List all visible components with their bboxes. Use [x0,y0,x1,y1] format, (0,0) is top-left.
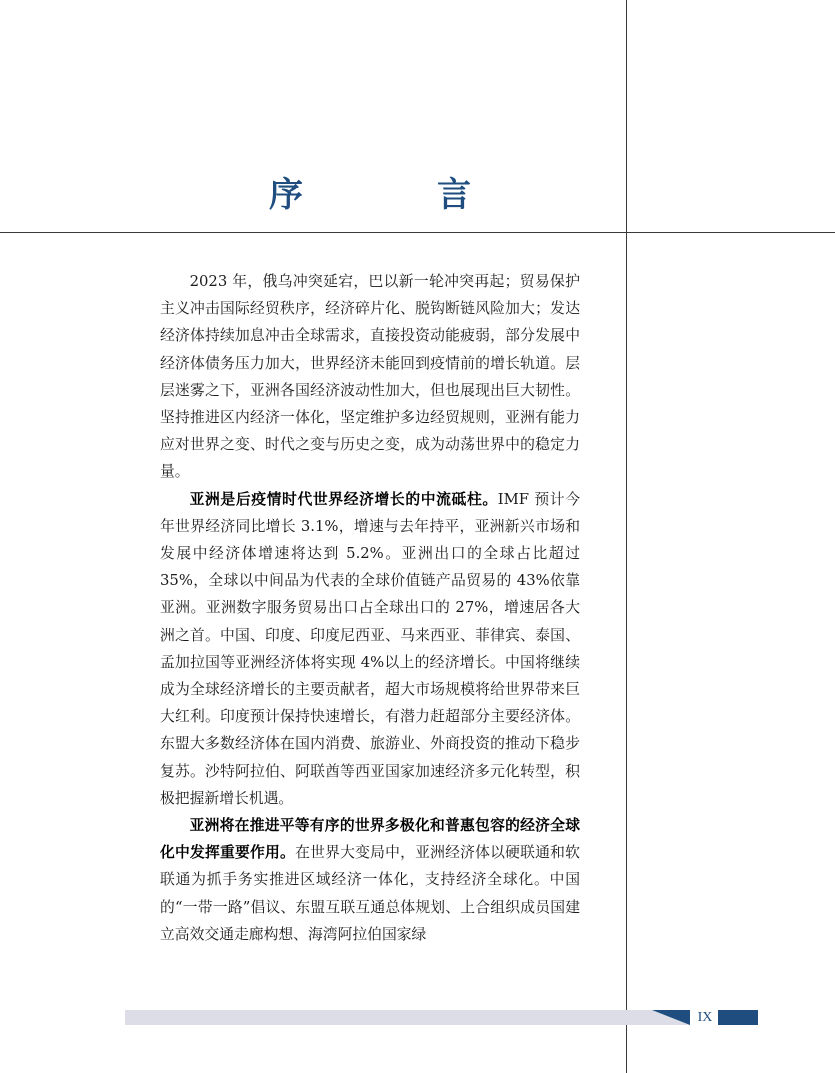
paragraph-3-text: 在世界大变局中，亚洲经济体以硬联通和软联通为抓手务实推进区域经济一体化，支持经济全球化。中国的“一带一路”倡议、东盟互联互通总体规划、上合组织成员国建立高效交通走廊构想、海湾阿拉伯国家绿 [160,844,580,943]
paragraph-1 [160,268,580,486]
page-number: IX [697,1010,713,1025]
footer-band [125,1010,690,1025]
horizontal-rule [0,232,835,233]
paragraph-2-text: IMF 预计今年世界经济同比增长 3.1%，增速与去年持平，亚洲新兴市场和发展中经济体增速将达到 5.2%。亚洲出口的全球占比超过 35%，全球以中间品为代表的全球价值链产品贸易的 43%依靠亚洲。亚洲数字服务贸易出口占全球出口的 27%，增速居各大洲之首。中国、印度、印度尼西亚、马来西亚、菲律宾、泰国、孟加拉国等亚洲经济体将实现 4%以上的经济增长。中国将继续成为全球经济增长的主要贡献者，超大市场规模将给世界带来巨大红利。印度预计保持快速增长，有潜力赶超部分主要经济体。东盟大多数经济体在国内消费、旅游业、外商投资的推动下稳步复苏。沙特阿拉伯、阿联酋等西亚国家加速经济多元化转型，积极把握新增长机遇。 [160,490,580,807]
paragraph-3-lead: 亚洲将在推进平等有序的世界多极化和普惠包容的经济全球化中发挥重要作用。 [160,817,580,862]
footer-block [718,1010,758,1025]
paragraph-1-text: 2023 年，俄乌冲突延宕，巴以新一轮冲突再起；贸易保护主义冲击国际经贸秩序，经济碎片化、脱钩断链风险加大；发达经济体持续加息冲击全球需求，直接投资动能疲弱，部分发展中经济体债务压力加大，世界经济未能回到疫情前的增长轨道。层层迷雾之下，亚洲各国经济波动性加大，但也展现出巨大韧性。坚持推进区内经济一体化，坚定维护多边经贸规则，亚洲有能力应对世界之变、时代之变与历史之变，成为动荡世界中的稳定力量。 [160,273,580,481]
paragraph-2-lead: 亚洲是后疫情时代世界经济增长的中流砥柱。 [189,490,498,508]
page-title: 序 言 [269,175,521,215]
vertical-rule [626,0,627,1073]
body-text [160,268,580,948]
paragraph-2 [160,486,580,812]
paragraph-3 [160,812,580,948]
